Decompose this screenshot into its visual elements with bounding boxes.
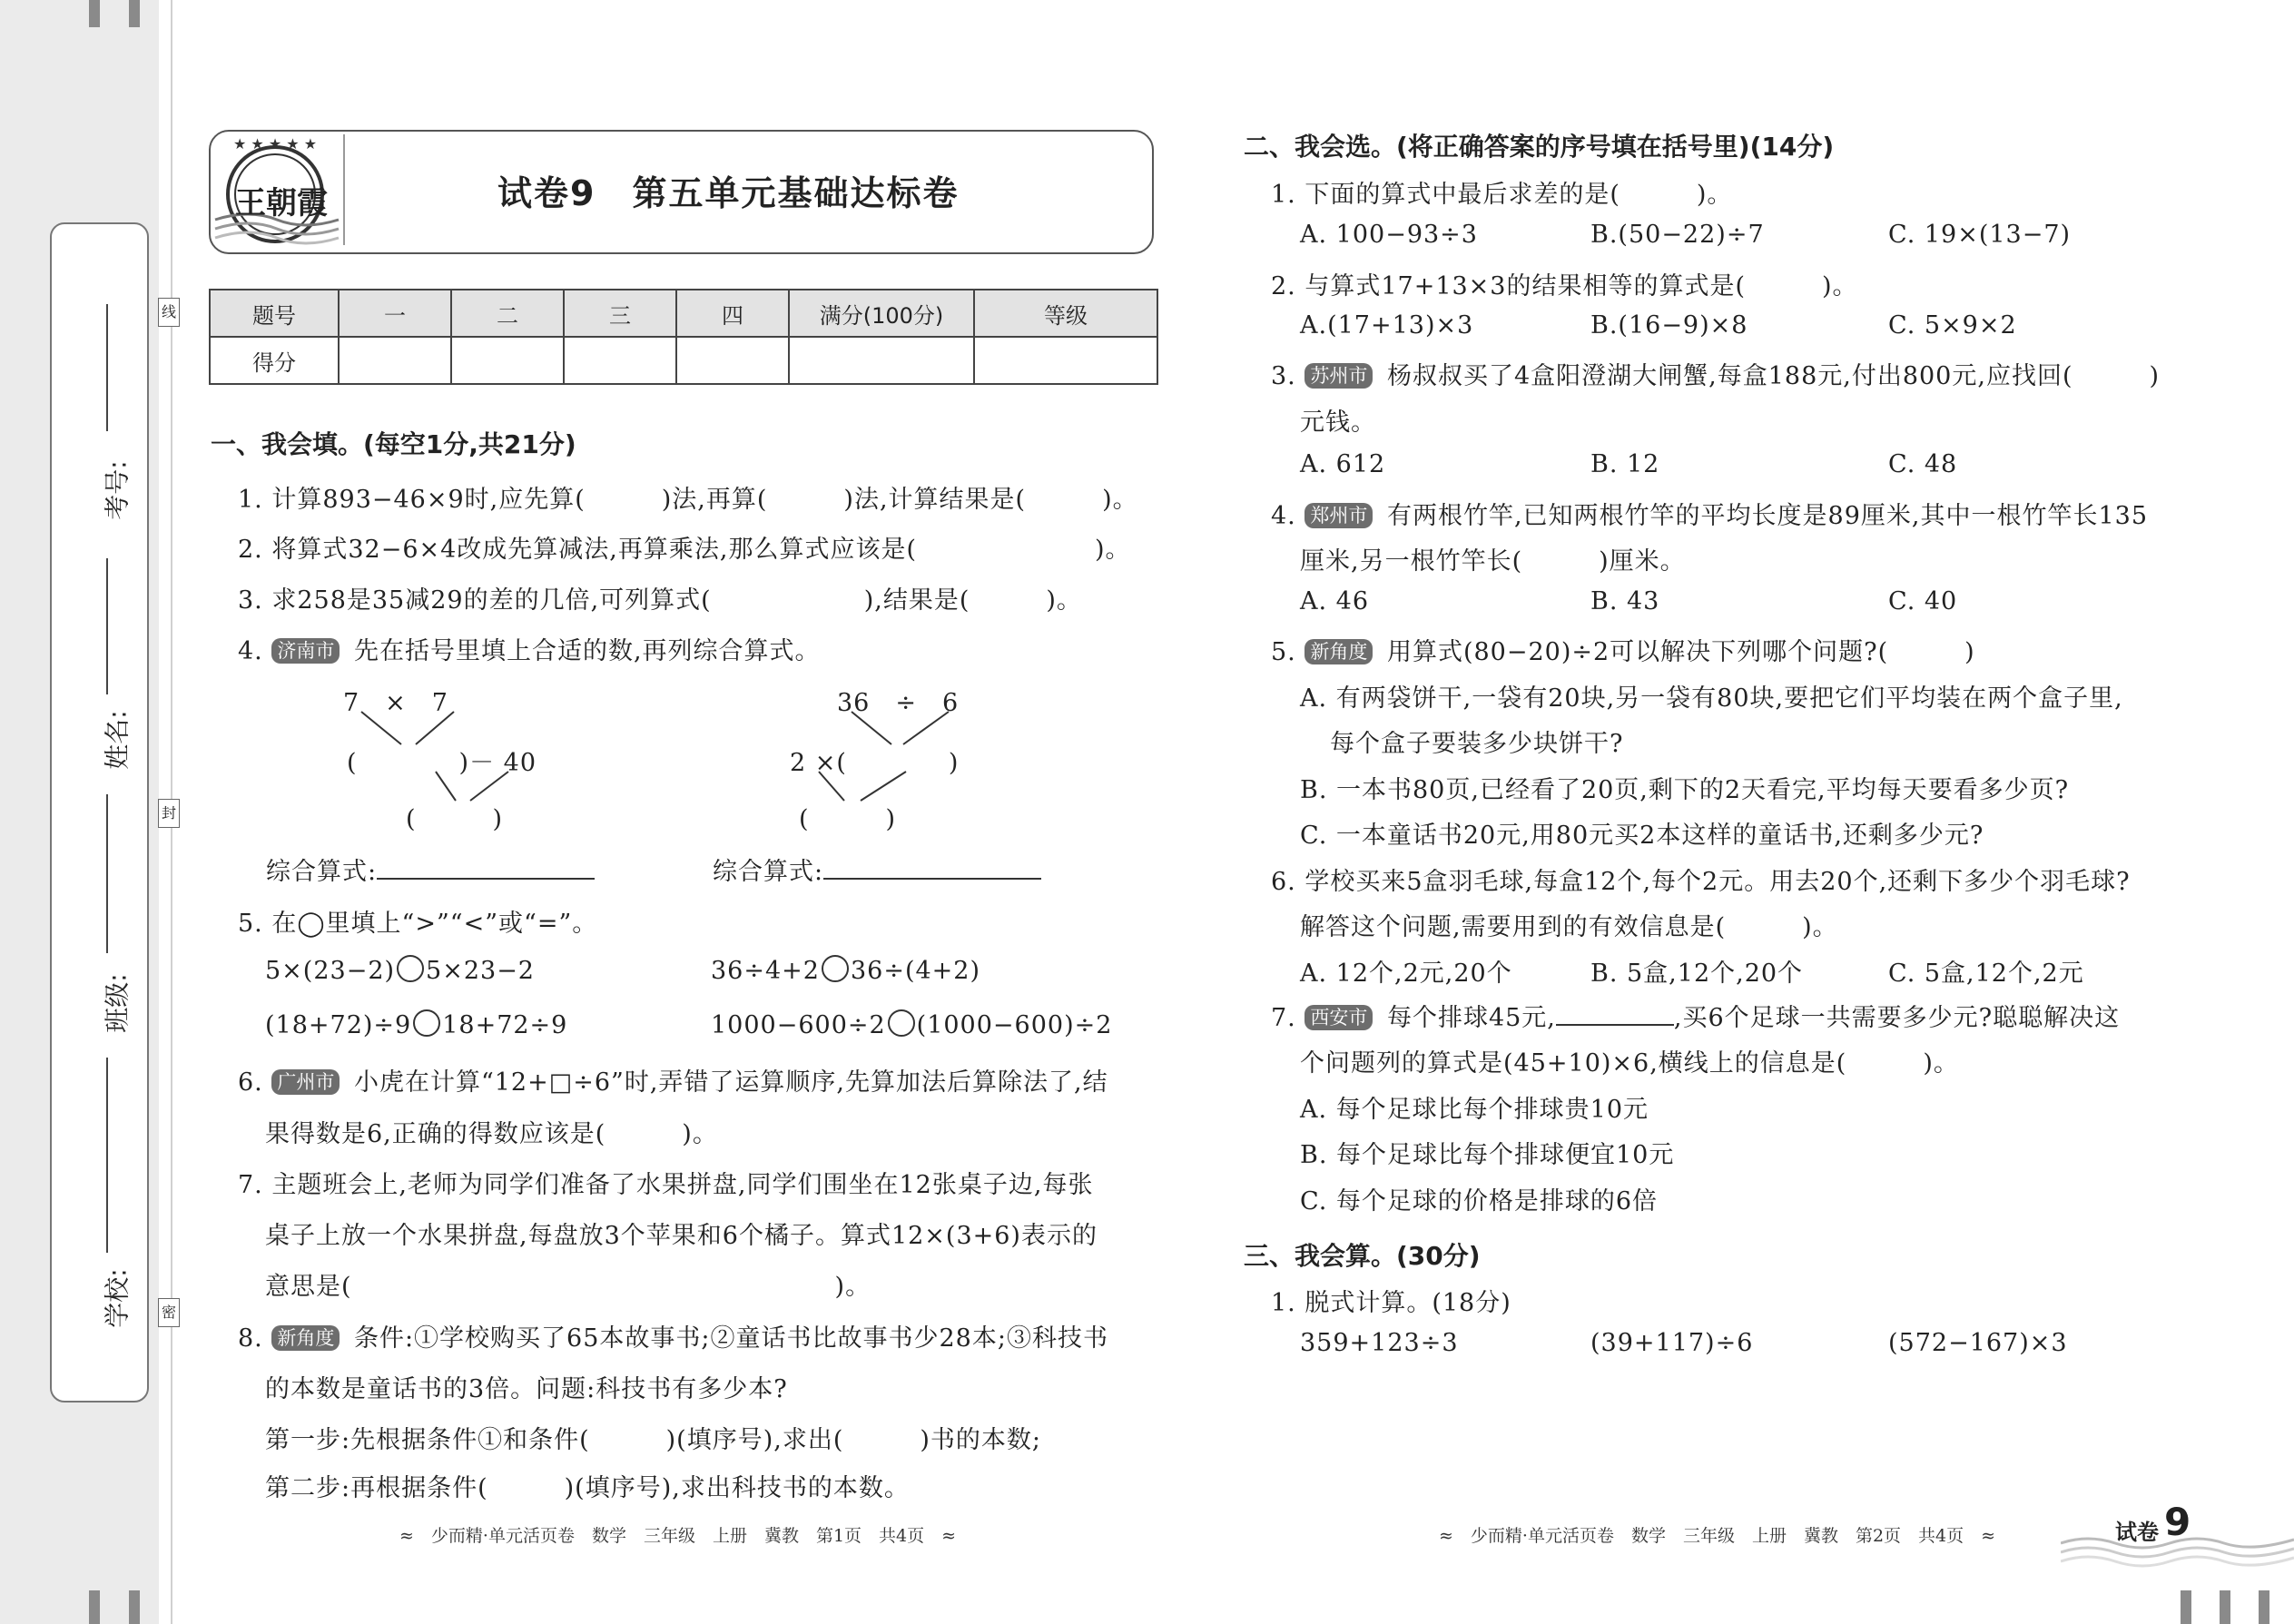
- footer-left: ≈ 少而精·单元活页卷 数学 三年级 上册 冀教 第1页 共4页 ≈: [399, 1526, 957, 1546]
- compare-left: 1000−600÷2: [711, 1011, 886, 1039]
- s2-q1-opt-a[interactable]: A. 100−93÷3: [1300, 221, 1478, 249]
- formula-answer-blank[interactable]: [823, 852, 1041, 880]
- score-header-cell: 满分(100分): [789, 290, 974, 337]
- q-number: 7.: [1271, 1004, 1296, 1032]
- s2-q2-opt-b[interactable]: B.(16−9)×8: [1590, 311, 1748, 340]
- name-label: 姓名:: [102, 710, 133, 770]
- compare-c: [265, 1009, 567, 1039]
- bind-mark-line: 线: [158, 298, 180, 327]
- s2-q3-line1: [1271, 356, 2160, 391]
- tree2-mid: 2 ×( ): [790, 749, 960, 777]
- s2-q1-opt-b[interactable]: B.(50−22)÷7: [1590, 221, 1765, 249]
- s2-q5-opt-a1[interactable]: A. 有两袋饼干,一袋有20块,另一袋有80块,要把它们平均装在两个盒子里,: [1300, 684, 2123, 713]
- s3-q1: 1. 脱式计算。(18分): [1271, 1289, 1511, 1317]
- s3-calc-1: 359+123÷3: [1300, 1329, 1459, 1357]
- s2-q6-line1: 6. 学校买来5盒羽毛球,每盒12个,每个2元。用去20个,还剩下多少个羽毛球?: [1271, 868, 2131, 896]
- s2-q2-opt-c[interactable]: C. 5×9×2: [1888, 311, 2017, 340]
- class-field[interactable]: [106, 794, 108, 953]
- class-label: 班级:: [102, 973, 133, 1033]
- tree1-branches-bottom: [399, 770, 527, 802]
- school-label: 学校:: [102, 1268, 133, 1328]
- score-table: [209, 289, 1158, 385]
- s2-q4-line2: 厘米,另一根竹竿长( )厘米。: [1300, 547, 1686, 576]
- s1-q8-line1: [238, 1318, 1108, 1353]
- s2-q7-line1: [1271, 998, 2120, 1033]
- formula-label: 综合算式:: [266, 858, 378, 886]
- s2-q7-line2: 个问题列的算式是(45+10)×6,横线上的信息是( )。: [1300, 1049, 1959, 1078]
- s2-q4-opt-c[interactable]: C. 40: [1888, 587, 1958, 615]
- q-text: 杨叔叔买了4盒阳澄湖大闸蟹,每盒188元,付出800元,应找回( ): [1386, 362, 2161, 390]
- score-header-cell: 等级: [974, 290, 1157, 337]
- score-header-cell: 题号: [210, 290, 339, 337]
- formula-line-1: [266, 851, 595, 887]
- strip-dash: [129, 0, 140, 27]
- formula-answer-blank[interactable]: [377, 852, 595, 880]
- s1-q8-line2: 的本数是童话书的3倍。问题:科技书有多少本?: [265, 1375, 788, 1403]
- compare-a: [265, 955, 535, 985]
- compare-right: 36÷(4+2): [850, 957, 980, 985]
- compare-right: 18+72÷9: [442, 1011, 568, 1039]
- region-tag: 新角度: [1305, 639, 1373, 664]
- region-tag: 广州市: [271, 1069, 340, 1095]
- bind-mark-seal: 封: [158, 799, 180, 828]
- score-input-cell[interactable]: [339, 337, 451, 384]
- compare-circle[interactable]: [888, 1009, 915, 1037]
- s2-q6-opt-a[interactable]: A. 12个,2元,20个: [1300, 960, 1512, 988]
- compare-left: 5×(23−2): [265, 957, 396, 985]
- strip-dash: [2220, 1590, 2230, 1624]
- compare-d: [711, 1009, 1112, 1039]
- s2-q7-opt-c[interactable]: C. 每个足球的价格是排球的6倍: [1300, 1187, 1659, 1216]
- header-divider: [343, 134, 345, 245]
- s2-q1: 1. 下面的算式中最后求差的是( )。: [1271, 181, 1733, 209]
- s2-q6-line2: 解答这个问题,需要用到的有效信息是( )。: [1300, 913, 1838, 941]
- s3-calc-2: (39+117)÷6: [1590, 1329, 1754, 1357]
- q-text: 先在括号里填上合适的数,再列综合算式。: [353, 637, 821, 665]
- footer-right: ≈ 少而精·单元活页卷 数学 三年级 上册 冀教 第2页 共4页 ≈: [1439, 1526, 1996, 1546]
- s2-q3-opt-c[interactable]: C. 48: [1888, 450, 1958, 478]
- tree2-top: 36 ÷ 6: [837, 689, 960, 717]
- exam-no-label: 考号:: [102, 460, 133, 520]
- compare-b: [711, 955, 980, 985]
- section3-heading: 三、我会算。(30分): [1244, 1241, 1481, 1271]
- q-number: 5.: [1271, 638, 1296, 666]
- strip-dash: [129, 1590, 140, 1624]
- score-input-cell[interactable]: [564, 337, 676, 384]
- q-text: ,买6个足球一共需要多少元?聪聪解决这: [1673, 1004, 2121, 1032]
- tree2-branches-bottom: [799, 770, 926, 802]
- q-text: 条件:①学校购买了65本故事书;②童话书比故事书少28本;③科技书: [353, 1324, 1108, 1353]
- s1-q1: 1. 计算893−46×9时,应先算( )法,再算( )法,计算结果是( )。: [238, 486, 1138, 514]
- q-text: 用算式(80−20)÷2可以解决下列哪个问题?( ): [1386, 638, 1975, 666]
- compare-circle[interactable]: [397, 955, 424, 982]
- tree1-top: 7 × 7: [343, 689, 448, 717]
- svg-text:★ ★ ★ ★ ★: ★ ★ ★ ★ ★: [233, 136, 318, 153]
- q-text: 小虎在计算“12+□÷6”时,弄错了运算顺序,先算加法后算除法了,结: [353, 1068, 1108, 1097]
- score-header-cell: 三: [564, 290, 676, 337]
- fill-blank[interactable]: [1556, 1000, 1674, 1026]
- s3-calc-3: (572−167)×3: [1888, 1329, 2068, 1357]
- name-field[interactable]: [106, 558, 108, 694]
- s2-q7-opt-b[interactable]: B. 每个足球比每个排球便宜10元: [1300, 1141, 1675, 1169]
- badge-number: 9: [2164, 1500, 2191, 1544]
- section2-heading: 二、我会选。(将正确答案的序号填在括号里)(14分): [1244, 132, 1835, 162]
- tree1-branches-top: [345, 710, 472, 746]
- s2-q5-opt-a2: 每个盒子要装多少块饼干?: [1330, 730, 1624, 758]
- s2-q3-opt-b[interactable]: B. 12: [1590, 450, 1660, 478]
- s2-q6-opt-c[interactable]: C. 5盒,12个,2元: [1888, 960, 2084, 988]
- s2-q1-opt-c[interactable]: C. 19×(13−7): [1888, 221, 2072, 249]
- s1-q8-line4: 第二步:再根据条件( )(填序号),求出科技书的本数。: [265, 1474, 910, 1502]
- s2-q3-line2: 元钱。: [1300, 408, 1376, 437]
- s1-q5: 5. 在◯里填上“>”“<”或“=”。: [238, 910, 598, 938]
- compare-circle[interactable]: [413, 1009, 440, 1037]
- strip-dash: [89, 0, 100, 27]
- bind-mark-secret: 密: [158, 1298, 180, 1327]
- score-input-cell[interactable]: [974, 337, 1157, 384]
- s2-q3-opt-a[interactable]: A. 612: [1300, 450, 1386, 478]
- q-number: 4.: [1271, 502, 1296, 530]
- tree2-bottom: ( ): [799, 805, 897, 833]
- tree2-branches-top: [835, 710, 962, 746]
- logo-text: 王朝霞: [235, 185, 328, 221]
- q-number: 8.: [238, 1324, 263, 1353]
- formula-label: 综合算式:: [713, 858, 824, 886]
- region-tag: 苏州市: [1305, 363, 1373, 389]
- s1-q2: 2. 将算式32−6×4改成先算减法,再算乘法,那么算式应该是( )。: [238, 536, 1131, 564]
- score-header-cell: 一: [339, 290, 451, 337]
- strip-dash: [89, 1590, 100, 1624]
- s2-q4-line1: [1271, 496, 2148, 531]
- s1-q8-line3: 第一步:先根据条件①和条件( )(填序号),求出( )书的本数;: [265, 1426, 1041, 1454]
- s1-q6-line2: 果得数是6,正确的得数应该是( )。: [265, 1120, 718, 1148]
- school-field[interactable]: [106, 1058, 108, 1253]
- region-tag: 济南市: [271, 638, 340, 664]
- s1-q7-line1: 7. 主题班会上,老师为同学们准备了水果拼盘,同学们围坐在12张桌子边,每张: [238, 1171, 1094, 1199]
- q-number: 6.: [238, 1068, 263, 1097]
- s1-q7-line3: 意思是( )。: [265, 1273, 871, 1301]
- exam-no-field[interactable]: [106, 304, 108, 431]
- s1-q7-line2: 桌子上放一个水果拼盘,每盘放3个苹果和6个橘子。算式12×(3+6)表示的: [265, 1222, 1098, 1250]
- strip-dash: [2181, 1590, 2191, 1624]
- q-number: 3.: [1271, 362, 1296, 390]
- s2-q2-opt-a[interactable]: A.(17+13)×3: [1300, 311, 1474, 340]
- brand-logo: [213, 136, 340, 247]
- region-tag: 西安市: [1305, 1005, 1373, 1030]
- compare-right: (1000−600)÷2: [916, 1011, 1113, 1039]
- compare-circle[interactable]: [822, 955, 849, 982]
- q-number: 4.: [238, 637, 263, 665]
- score-input-cell[interactable]: [451, 337, 564, 384]
- s1-q3: 3. 求258是35减29的差的几倍,可列算式( ),结果是( )。: [238, 586, 1082, 615]
- score-header-cell: 二: [451, 290, 564, 337]
- s2-q4-opt-b[interactable]: B. 43: [1590, 587, 1660, 615]
- s2-q2: 2. 与算式17+13×3的结果相等的算式是( )。: [1271, 272, 1858, 300]
- compare-left: (18+72)÷9: [265, 1011, 412, 1039]
- section1-heading: 一、我会填。(每空1分,共21分): [211, 429, 576, 459]
- s2-q6-opt-b[interactable]: B. 5盒,12个,20个: [1590, 960, 1804, 988]
- region-tag: 郑州市: [1305, 503, 1373, 528]
- badge-label: 试卷: [2115, 1520, 2159, 1545]
- s2-q5-opt-c[interactable]: C. 一本童话书20元,用80元买2本这样的童话书,还剩多少元?: [1300, 822, 1984, 850]
- compare-right: 5×23−2: [426, 957, 535, 985]
- score-input-cell[interactable]: [676, 337, 789, 384]
- s2-q5-opt-b[interactable]: B. 一本书80页,已经看了20页,剩下的2天看完,平均每天要看多少页?: [1300, 776, 2070, 804]
- s2-q5-line1: [1271, 632, 1975, 667]
- q-text: 每个排球45元,: [1386, 1004, 1556, 1032]
- s1-q4: [238, 631, 821, 666]
- page-title: 试卷9 第五单元基础达标卷: [497, 173, 960, 213]
- compare-left: 36÷4+2: [711, 957, 820, 985]
- region-tag: 新角度: [271, 1325, 340, 1351]
- formula-line-2: [713, 851, 1041, 887]
- s2-q7-opt-a[interactable]: A. 每个足球比每个排球贵10元: [1300, 1096, 1649, 1124]
- score-row-label: 得分: [210, 337, 339, 384]
- score-input-cell[interactable]: [789, 337, 974, 384]
- tree1-mid: ( )－ 40: [347, 749, 537, 777]
- s2-q4-opt-a[interactable]: A. 46: [1300, 587, 1370, 615]
- student-info-box: [50, 222, 149, 1403]
- score-header-cell: 四: [676, 290, 789, 337]
- q-text: 有两根竹竿,已知两根竹竿的平均长度是89厘米,其中一根竹竿长135: [1386, 502, 2149, 530]
- tree1-bottom: ( ): [406, 805, 504, 833]
- strip-dash: [2259, 1590, 2269, 1624]
- s1-q6-line1: [238, 1062, 1108, 1097]
